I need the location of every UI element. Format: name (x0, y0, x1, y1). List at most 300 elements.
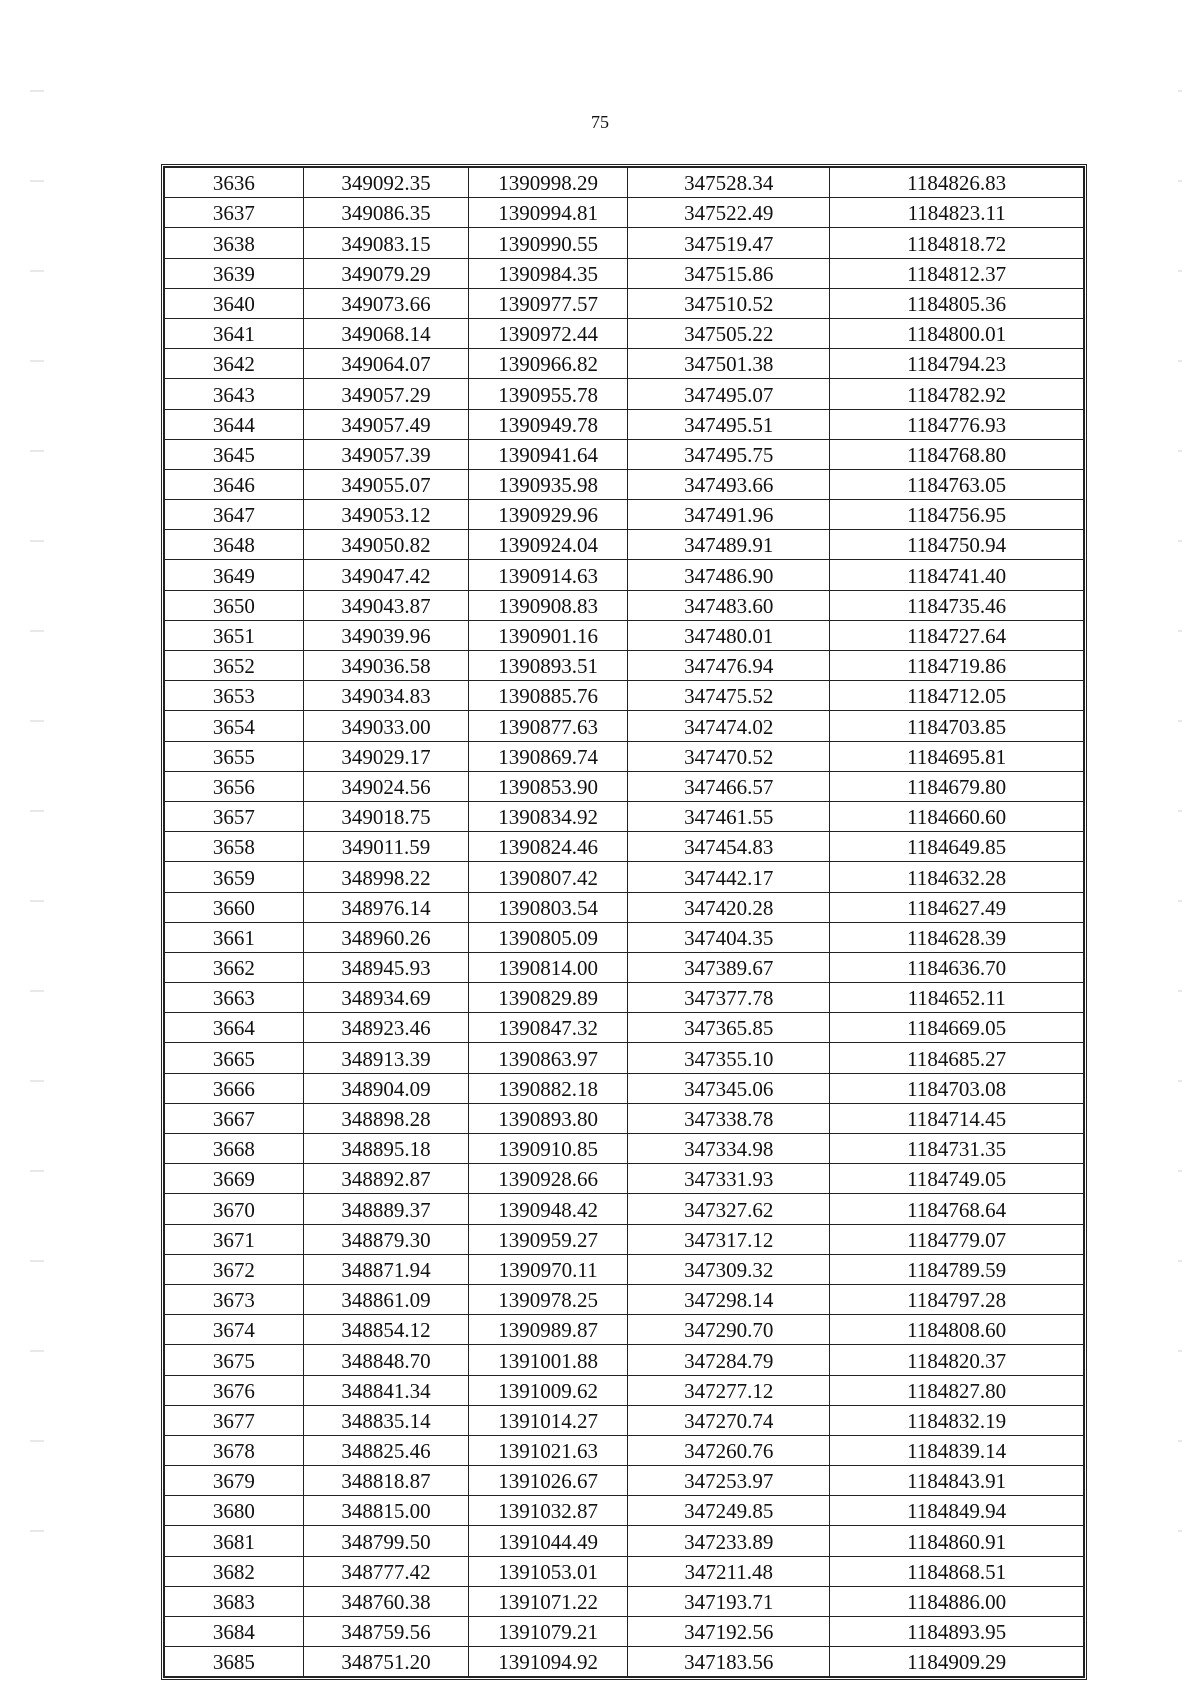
point-number-cell: 3646 (165, 469, 304, 499)
coord-a-x-cell: 348841.34 (303, 1375, 468, 1405)
coordinates-table (164, 167, 1084, 1677)
coord-a-y-cell: 1390914.63 (469, 560, 628, 590)
coord-b-x-cell: 347338.78 (628, 1103, 830, 1133)
coord-a-x-cell: 348871.94 (303, 1254, 468, 1284)
coord-b-y-cell: 1184749.05 (830, 1164, 1084, 1194)
table-row (165, 952, 1084, 982)
coord-b-y-cell: 1184893.95 (830, 1617, 1084, 1647)
coord-b-x-cell: 347365.85 (628, 1013, 830, 1043)
table-row (165, 832, 1084, 862)
coord-b-y-cell: 1184832.19 (830, 1405, 1084, 1435)
coord-b-y-cell: 1184741.40 (830, 560, 1084, 590)
coord-a-x-cell: 348904.09 (303, 1073, 468, 1103)
coord-a-x-cell: 349024.56 (303, 771, 468, 801)
coord-a-y-cell: 1390853.90 (469, 771, 628, 801)
point-number-cell: 3679 (165, 1466, 304, 1496)
point-number-cell: 3644 (165, 409, 304, 439)
coord-b-x-cell: 347528.34 (628, 168, 830, 198)
point-number-cell: 3639 (165, 258, 304, 288)
coord-b-x-cell: 347277.12 (628, 1375, 830, 1405)
point-number-cell: 3664 (165, 1013, 304, 1043)
table-row (165, 349, 1084, 379)
table-row (165, 1405, 1084, 1435)
coord-b-x-cell: 347476.94 (628, 651, 830, 681)
coord-a-x-cell: 349036.58 (303, 651, 468, 681)
scan-margin-marks-left (30, 90, 44, 1590)
coord-a-y-cell: 1390885.76 (469, 681, 628, 711)
coord-b-x-cell: 347317.12 (628, 1224, 830, 1254)
coord-b-y-cell: 1184719.86 (830, 651, 1084, 681)
point-number-cell: 3682 (165, 1556, 304, 1586)
coord-b-x-cell: 347470.52 (628, 741, 830, 771)
table-row (165, 1435, 1084, 1465)
coord-b-x-cell: 347495.07 (628, 379, 830, 409)
coord-b-x-cell: 347211.48 (628, 1556, 830, 1586)
coord-b-y-cell: 1184735.46 (830, 590, 1084, 620)
point-number-cell: 3653 (165, 681, 304, 711)
coord-a-x-cell: 349092.35 (303, 168, 468, 198)
table-row (165, 590, 1084, 620)
table-row (165, 1224, 1084, 1254)
coord-b-x-cell: 347290.70 (628, 1315, 830, 1345)
table-row (165, 771, 1084, 801)
point-number-cell: 3677 (165, 1405, 304, 1435)
coord-b-y-cell: 1184860.91 (830, 1526, 1084, 1556)
point-number-cell: 3649 (165, 560, 304, 590)
table-row (165, 1194, 1084, 1224)
coord-a-x-cell: 349057.39 (303, 439, 468, 469)
coord-b-y-cell: 1184763.05 (830, 469, 1084, 499)
coord-b-x-cell: 347491.96 (628, 500, 830, 530)
point-number-cell: 3659 (165, 862, 304, 892)
coord-a-y-cell: 1390910.85 (469, 1134, 628, 1164)
coord-b-x-cell: 347389.67 (628, 952, 830, 982)
point-number-cell: 3673 (165, 1284, 304, 1314)
coord-a-x-cell: 348960.26 (303, 922, 468, 952)
coord-a-y-cell: 1390970.11 (469, 1254, 628, 1284)
point-number-cell: 3683 (165, 1586, 304, 1616)
coord-b-y-cell: 1184632.28 (830, 862, 1084, 892)
table-row (165, 1013, 1084, 1043)
table-row (165, 1556, 1084, 1586)
point-number-cell: 3681 (165, 1526, 304, 1556)
coord-b-y-cell: 1184731.35 (830, 1134, 1084, 1164)
coord-a-x-cell: 349064.07 (303, 349, 468, 379)
table-row (165, 1164, 1084, 1194)
coord-b-y-cell: 1184695.81 (830, 741, 1084, 771)
coord-b-y-cell: 1184628.39 (830, 922, 1084, 952)
coord-b-x-cell: 347420.28 (628, 892, 830, 922)
table-row (165, 862, 1084, 892)
coord-a-x-cell: 348889.37 (303, 1194, 468, 1224)
coord-a-y-cell: 1390807.42 (469, 862, 628, 892)
coord-a-y-cell: 1390877.63 (469, 711, 628, 741)
coord-b-y-cell: 1184627.49 (830, 892, 1084, 922)
point-number-cell: 3651 (165, 620, 304, 650)
coord-b-y-cell: 1184776.93 (830, 409, 1084, 439)
table-row (165, 469, 1084, 499)
table-row (165, 500, 1084, 530)
point-number-cell: 3674 (165, 1315, 304, 1345)
coord-a-y-cell: 1390847.32 (469, 1013, 628, 1043)
coord-a-y-cell: 1390924.04 (469, 530, 628, 560)
coord-a-x-cell: 349053.12 (303, 500, 468, 530)
point-number-cell: 3669 (165, 1164, 304, 1194)
table-row (165, 1466, 1084, 1496)
coord-b-x-cell: 347331.93 (628, 1164, 830, 1194)
coord-a-y-cell: 1390978.25 (469, 1284, 628, 1314)
table-row (165, 620, 1084, 650)
coord-a-y-cell: 1390959.27 (469, 1224, 628, 1254)
coord-b-y-cell: 1184652.11 (830, 983, 1084, 1013)
coord-a-x-cell: 348760.38 (303, 1586, 468, 1616)
coord-a-x-cell: 348976.14 (303, 892, 468, 922)
coord-a-y-cell: 1390882.18 (469, 1073, 628, 1103)
coord-b-x-cell: 347233.89 (628, 1526, 830, 1556)
coord-a-y-cell: 1390824.46 (469, 832, 628, 862)
coord-b-y-cell: 1184886.00 (830, 1586, 1084, 1616)
coord-a-y-cell: 1391079.21 (469, 1617, 628, 1647)
coord-a-y-cell: 1390977.57 (469, 288, 628, 318)
coord-a-x-cell: 348799.50 (303, 1526, 468, 1556)
coord-b-y-cell: 1184849.94 (830, 1496, 1084, 1526)
coord-a-y-cell: 1390966.82 (469, 349, 628, 379)
coord-a-y-cell: 1391071.22 (469, 1586, 628, 1616)
coord-b-x-cell: 347454.83 (628, 832, 830, 862)
coord-b-x-cell: 347505.22 (628, 318, 830, 348)
point-number-cell: 3670 (165, 1194, 304, 1224)
coord-b-y-cell: 1184660.60 (830, 801, 1084, 831)
coord-a-y-cell: 1390989.87 (469, 1315, 628, 1345)
coord-a-y-cell: 1390929.96 (469, 500, 628, 530)
point-number-cell: 3676 (165, 1375, 304, 1405)
point-number-cell: 3638 (165, 228, 304, 258)
table-row (165, 1254, 1084, 1284)
point-number-cell: 3641 (165, 318, 304, 348)
coord-a-x-cell: 348895.18 (303, 1134, 468, 1164)
coord-b-x-cell: 347355.10 (628, 1043, 830, 1073)
coord-a-y-cell: 1391014.27 (469, 1405, 628, 1435)
coord-b-x-cell: 347475.52 (628, 681, 830, 711)
coord-a-x-cell: 348923.46 (303, 1013, 468, 1043)
coord-b-y-cell: 1184679.80 (830, 771, 1084, 801)
table-row (165, 379, 1084, 409)
coord-b-x-cell: 347309.32 (628, 1254, 830, 1284)
coord-a-x-cell: 349068.14 (303, 318, 468, 348)
table-row (165, 1375, 1084, 1405)
coord-a-x-cell: 349034.83 (303, 681, 468, 711)
point-number-cell: 3671 (165, 1224, 304, 1254)
coord-b-x-cell: 347253.97 (628, 1466, 830, 1496)
coord-a-x-cell: 348934.69 (303, 983, 468, 1013)
coord-b-y-cell: 1184703.85 (830, 711, 1084, 741)
coord-b-y-cell: 1184805.36 (830, 288, 1084, 318)
coord-b-y-cell: 1184756.95 (830, 500, 1084, 530)
coord-a-y-cell: 1390814.00 (469, 952, 628, 982)
coord-a-x-cell: 348825.46 (303, 1435, 468, 1465)
point-number-cell: 3643 (165, 379, 304, 409)
point-number-cell: 3678 (165, 1435, 304, 1465)
coord-b-x-cell: 347495.75 (628, 439, 830, 469)
coord-b-y-cell: 1184800.01 (830, 318, 1084, 348)
coord-a-y-cell: 1390901.16 (469, 620, 628, 650)
table-row (165, 1073, 1084, 1103)
coord-b-x-cell: 347183.56 (628, 1647, 830, 1677)
point-number-cell: 3658 (165, 832, 304, 862)
coord-a-y-cell: 1390908.83 (469, 590, 628, 620)
point-number-cell: 3642 (165, 349, 304, 379)
coord-a-y-cell: 1390941.64 (469, 439, 628, 469)
coord-a-x-cell: 348998.22 (303, 862, 468, 892)
coord-a-x-cell: 348945.93 (303, 952, 468, 982)
table-row (165, 651, 1084, 681)
point-number-cell: 3657 (165, 801, 304, 831)
coord-b-x-cell: 347193.71 (628, 1586, 830, 1616)
coord-a-y-cell: 1390998.29 (469, 168, 628, 198)
coord-a-x-cell: 349083.15 (303, 228, 468, 258)
table-row (165, 983, 1084, 1013)
point-number-cell: 3637 (165, 198, 304, 228)
point-number-cell: 3645 (165, 439, 304, 469)
coord-b-x-cell: 347522.49 (628, 198, 830, 228)
coord-b-x-cell: 347192.56 (628, 1617, 830, 1647)
coord-a-y-cell: 1390803.54 (469, 892, 628, 922)
coord-a-x-cell: 349055.07 (303, 469, 468, 499)
point-number-cell: 3648 (165, 530, 304, 560)
coord-a-x-cell: 348751.20 (303, 1647, 468, 1677)
coord-a-x-cell: 349033.00 (303, 711, 468, 741)
table-row (165, 1526, 1084, 1556)
coord-b-x-cell: 347486.90 (628, 560, 830, 590)
table-row (165, 198, 1084, 228)
coord-a-x-cell: 349057.29 (303, 379, 468, 409)
coord-a-x-cell: 348818.87 (303, 1466, 468, 1496)
coord-a-y-cell: 1391094.92 (469, 1647, 628, 1677)
coord-a-y-cell: 1391053.01 (469, 1556, 628, 1586)
coord-b-y-cell: 1184794.23 (830, 349, 1084, 379)
point-number-cell: 3662 (165, 952, 304, 982)
coord-b-y-cell: 1184685.27 (830, 1043, 1084, 1073)
coord-b-y-cell: 1184727.64 (830, 620, 1084, 650)
table-row (165, 801, 1084, 831)
coord-a-y-cell: 1391044.49 (469, 1526, 628, 1556)
coord-b-x-cell: 347345.06 (628, 1073, 830, 1103)
coord-b-y-cell: 1184779.07 (830, 1224, 1084, 1254)
coord-a-x-cell: 348892.87 (303, 1164, 468, 1194)
coord-b-x-cell: 347270.74 (628, 1405, 830, 1435)
coord-b-x-cell: 347495.51 (628, 409, 830, 439)
table-row (165, 1586, 1084, 1616)
coord-b-x-cell: 347501.38 (628, 349, 830, 379)
coord-a-y-cell: 1390863.97 (469, 1043, 628, 1073)
coord-b-x-cell: 347480.01 (628, 620, 830, 650)
point-number-cell: 3668 (165, 1134, 304, 1164)
table-row (165, 1103, 1084, 1133)
coord-a-y-cell: 1390829.89 (469, 983, 628, 1013)
page-number: 75 (591, 112, 609, 132)
coord-a-y-cell: 1390935.98 (469, 469, 628, 499)
coord-b-x-cell: 347466.57 (628, 771, 830, 801)
coord-a-y-cell: 1390893.80 (469, 1103, 628, 1133)
coord-b-y-cell: 1184827.80 (830, 1375, 1084, 1405)
table-row (165, 1315, 1084, 1345)
coord-b-y-cell: 1184789.59 (830, 1254, 1084, 1284)
coord-a-y-cell: 1390949.78 (469, 409, 628, 439)
coord-b-x-cell: 347483.60 (628, 590, 830, 620)
coord-a-y-cell: 1391001.88 (469, 1345, 628, 1375)
coord-a-x-cell: 348854.12 (303, 1315, 468, 1345)
coordinates-table-frame (161, 164, 1087, 1680)
coord-a-x-cell: 349029.17 (303, 741, 468, 771)
table-row (165, 711, 1084, 741)
table-row (165, 741, 1084, 771)
coord-a-x-cell: 349011.59 (303, 832, 468, 862)
table-row (165, 1345, 1084, 1375)
scan-margin-marks-right (1178, 90, 1182, 1590)
coord-a-y-cell: 1390990.55 (469, 228, 628, 258)
coord-b-y-cell: 1184649.85 (830, 832, 1084, 862)
coord-a-x-cell: 348848.70 (303, 1345, 468, 1375)
table-row (165, 318, 1084, 348)
coord-b-x-cell: 347298.14 (628, 1284, 830, 1314)
point-number-cell: 3666 (165, 1073, 304, 1103)
table-row (165, 228, 1084, 258)
coord-a-x-cell: 348879.30 (303, 1224, 468, 1254)
coord-b-y-cell: 1184823.11 (830, 198, 1084, 228)
coord-b-y-cell: 1184843.91 (830, 1466, 1084, 1496)
point-number-cell: 3675 (165, 1345, 304, 1375)
point-number-cell: 3672 (165, 1254, 304, 1284)
table-row (165, 681, 1084, 711)
table-row (165, 892, 1084, 922)
point-number-cell: 3640 (165, 288, 304, 318)
point-number-cell: 3636 (165, 168, 304, 198)
coord-b-x-cell: 347377.78 (628, 983, 830, 1013)
coord-a-x-cell: 348861.09 (303, 1284, 468, 1314)
coord-b-x-cell: 347442.17 (628, 862, 830, 892)
point-number-cell: 3656 (165, 771, 304, 801)
table-row (165, 922, 1084, 952)
coord-b-x-cell: 347249.85 (628, 1496, 830, 1526)
point-number-cell: 3654 (165, 711, 304, 741)
table-row (165, 168, 1084, 198)
table-row (165, 1043, 1084, 1073)
coord-b-y-cell: 1184782.92 (830, 379, 1084, 409)
coord-b-y-cell: 1184714.45 (830, 1103, 1084, 1133)
point-number-cell: 3661 (165, 922, 304, 952)
coord-b-x-cell: 347284.79 (628, 1345, 830, 1375)
coord-a-x-cell: 349050.82 (303, 530, 468, 560)
point-number-cell: 3684 (165, 1617, 304, 1647)
coord-a-y-cell: 1390869.74 (469, 741, 628, 771)
table-row (165, 439, 1084, 469)
table-row (165, 1134, 1084, 1164)
coord-b-y-cell: 1184808.60 (830, 1315, 1084, 1345)
point-number-cell: 3652 (165, 651, 304, 681)
coord-a-x-cell: 348777.42 (303, 1556, 468, 1586)
coord-a-y-cell: 1390984.35 (469, 258, 628, 288)
coord-a-y-cell: 1390994.81 (469, 198, 628, 228)
coord-a-y-cell: 1390955.78 (469, 379, 628, 409)
coord-b-x-cell: 347260.76 (628, 1435, 830, 1465)
coord-b-x-cell: 347515.86 (628, 258, 830, 288)
coord-b-y-cell: 1184868.51 (830, 1556, 1084, 1586)
coord-b-y-cell: 1184820.37 (830, 1345, 1084, 1375)
coord-a-x-cell: 349018.75 (303, 801, 468, 831)
point-number-cell: 3665 (165, 1043, 304, 1073)
table-row (165, 1617, 1084, 1647)
coord-a-x-cell: 349039.96 (303, 620, 468, 650)
coord-b-y-cell: 1184839.14 (830, 1435, 1084, 1465)
point-number-cell: 3660 (165, 892, 304, 922)
coord-a-x-cell: 348835.14 (303, 1405, 468, 1435)
point-number-cell: 3650 (165, 590, 304, 620)
coord-a-x-cell: 349073.66 (303, 288, 468, 318)
coord-a-x-cell: 348759.56 (303, 1617, 468, 1647)
coord-a-y-cell: 1391032.87 (469, 1496, 628, 1526)
coord-b-x-cell: 347474.02 (628, 711, 830, 741)
table-row (165, 530, 1084, 560)
coord-b-y-cell: 1184712.05 (830, 681, 1084, 711)
point-number-cell: 3663 (165, 983, 304, 1013)
coord-b-x-cell: 347489.91 (628, 530, 830, 560)
table-row (165, 1496, 1084, 1526)
point-number-cell: 3647 (165, 500, 304, 530)
table-row (165, 288, 1084, 318)
coord-a-x-cell: 349043.87 (303, 590, 468, 620)
coord-b-x-cell: 347404.35 (628, 922, 830, 952)
point-number-cell: 3685 (165, 1647, 304, 1677)
coord-a-y-cell: 1391009.62 (469, 1375, 628, 1405)
coord-a-x-cell: 348815.00 (303, 1496, 468, 1526)
coord-a-x-cell: 348913.39 (303, 1043, 468, 1073)
table-row (165, 409, 1084, 439)
table-row (165, 1284, 1084, 1314)
coord-b-y-cell: 1184768.80 (830, 439, 1084, 469)
table-row (165, 1647, 1084, 1677)
coord-b-y-cell: 1184768.64 (830, 1194, 1084, 1224)
coord-a-x-cell: 349079.29 (303, 258, 468, 288)
coord-b-x-cell: 347461.55 (628, 801, 830, 831)
table-row (165, 258, 1084, 288)
point-number-cell: 3680 (165, 1496, 304, 1526)
coord-b-y-cell: 1184797.28 (830, 1284, 1084, 1314)
coord-a-y-cell: 1390893.51 (469, 651, 628, 681)
coord-a-x-cell: 349086.35 (303, 198, 468, 228)
coord-b-y-cell: 1184636.70 (830, 952, 1084, 982)
coord-a-y-cell: 1390805.09 (469, 922, 628, 952)
coord-a-y-cell: 1390948.42 (469, 1194, 628, 1224)
table-row (165, 560, 1084, 590)
coord-b-y-cell: 1184669.05 (830, 1013, 1084, 1043)
coord-b-x-cell: 347519.47 (628, 228, 830, 258)
coord-b-x-cell: 347327.62 (628, 1194, 830, 1224)
coord-b-y-cell: 1184812.37 (830, 258, 1084, 288)
coord-b-y-cell: 1184703.08 (830, 1073, 1084, 1103)
coord-a-y-cell: 1390972.44 (469, 318, 628, 348)
coordinates-table-body (165, 168, 1084, 1677)
coord-b-x-cell: 347510.52 (628, 288, 830, 318)
coord-b-y-cell: 1184909.29 (830, 1647, 1084, 1677)
coord-b-x-cell: 347334.98 (628, 1134, 830, 1164)
coord-b-y-cell: 1184750.94 (830, 530, 1084, 560)
coord-a-y-cell: 1391021.63 (469, 1435, 628, 1465)
coord-b-y-cell: 1184826.83 (830, 168, 1084, 198)
coord-b-y-cell: 1184818.72 (830, 228, 1084, 258)
point-number-cell: 3667 (165, 1103, 304, 1133)
coord-a-y-cell: 1391026.67 (469, 1466, 628, 1496)
coord-a-x-cell: 349047.42 (303, 560, 468, 590)
